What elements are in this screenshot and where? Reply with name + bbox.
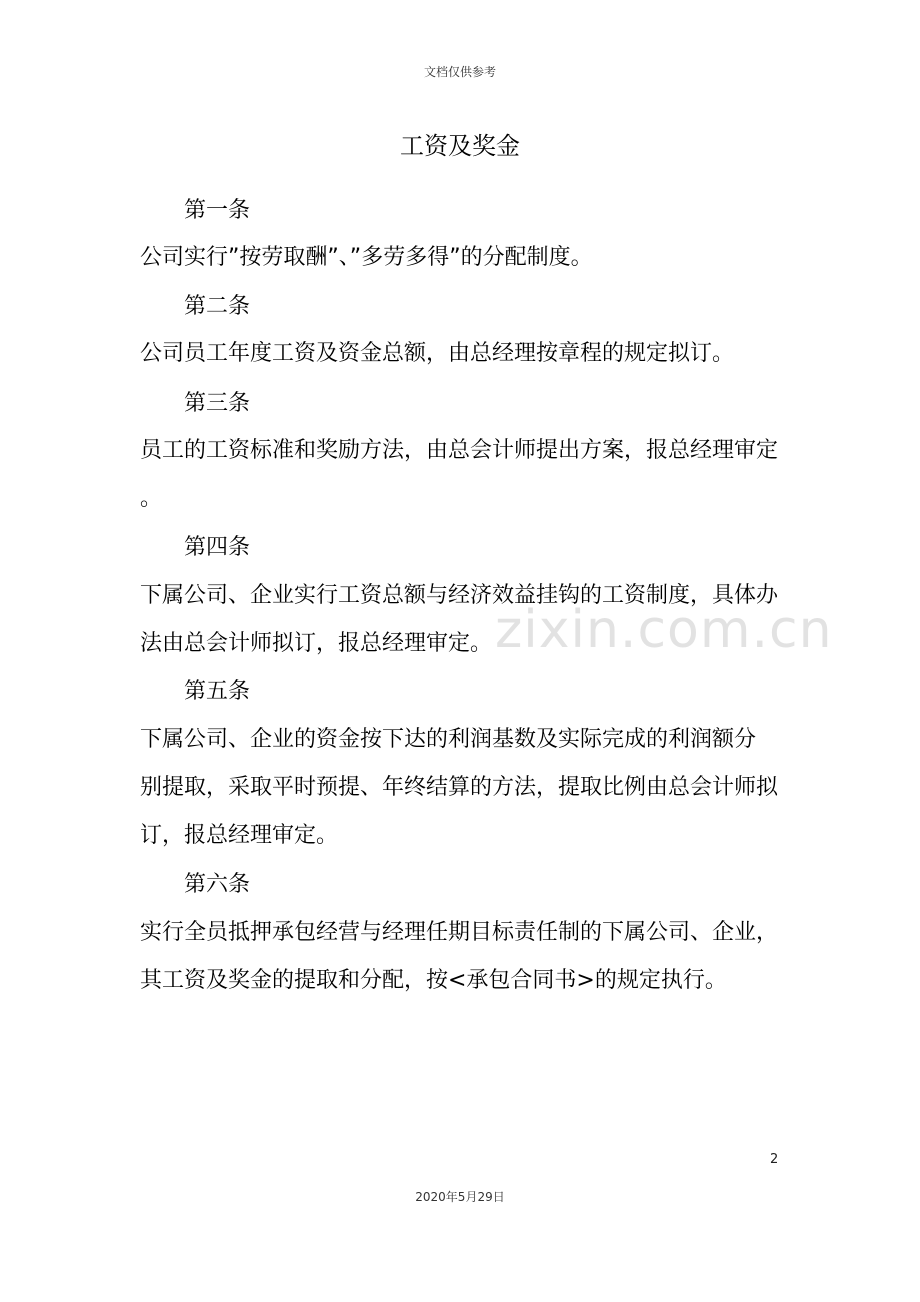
article-5-body [140,716,785,860]
article-4-line-2: 法由总会计师拟订，报总经理审定。 [140,631,493,656]
page-number: 2 [770,1152,779,1167]
article-4-line-1: 下属公司、企业实行工资总额与经济效益挂钩的工资制度，具体办 [140,583,779,608]
article-5-line-2: 别提取，采取平时预提、年终结算的方法，提取比例由总会计师拟 [140,775,779,800]
article-1-line-1: 公司实行”按劳取酬”、”多劳多得”的分配制度。 [140,245,593,270]
article-3-body [140,427,785,523]
document-title: 工资及奖金 [400,132,520,160]
article-4-heading: 第四条 [184,535,251,560]
article-5-line-1: 下属公司、企业的资金按下达的利润基数及实际完成的利润额分 [140,727,757,752]
article-6-heading: 第六条 [184,872,251,897]
article-6-body [140,909,785,1005]
article-5-line-3: 订，报总经理审定。 [140,823,339,848]
article-4-body [140,572,785,668]
article-6-line-2: 其工资及奖金的提取和分配，按<承包合同书>的规定执行。 [140,968,727,993]
article-3-line-2: 。 [140,486,163,511]
page-footer-date: 2020年5月29日 [415,1190,505,1204]
article-2-body [140,330,785,378]
page-header: 文档仅供参考 [423,65,496,79]
article-6-line-1: 实行全员抵押承包经营与经理任期目标责任制的下属公司、企业， [140,920,779,945]
article-1-body [140,234,785,282]
article-1-heading: 第一条 [184,198,251,223]
article-3-heading: 第三条 [184,391,251,416]
article-2-line-1: 公司员工年度工资及资金总额，由总经理按章程的规定拟订。 [140,341,735,366]
article-3-line-1: 员工的工资标准和奖励方法，由总会计师提出方案，报总经理审定 [140,438,779,463]
article-5-heading: 第五条 [184,679,251,704]
article-2-heading: 第二条 [184,294,251,319]
watermark: zixin.com.cn [495,600,833,660]
